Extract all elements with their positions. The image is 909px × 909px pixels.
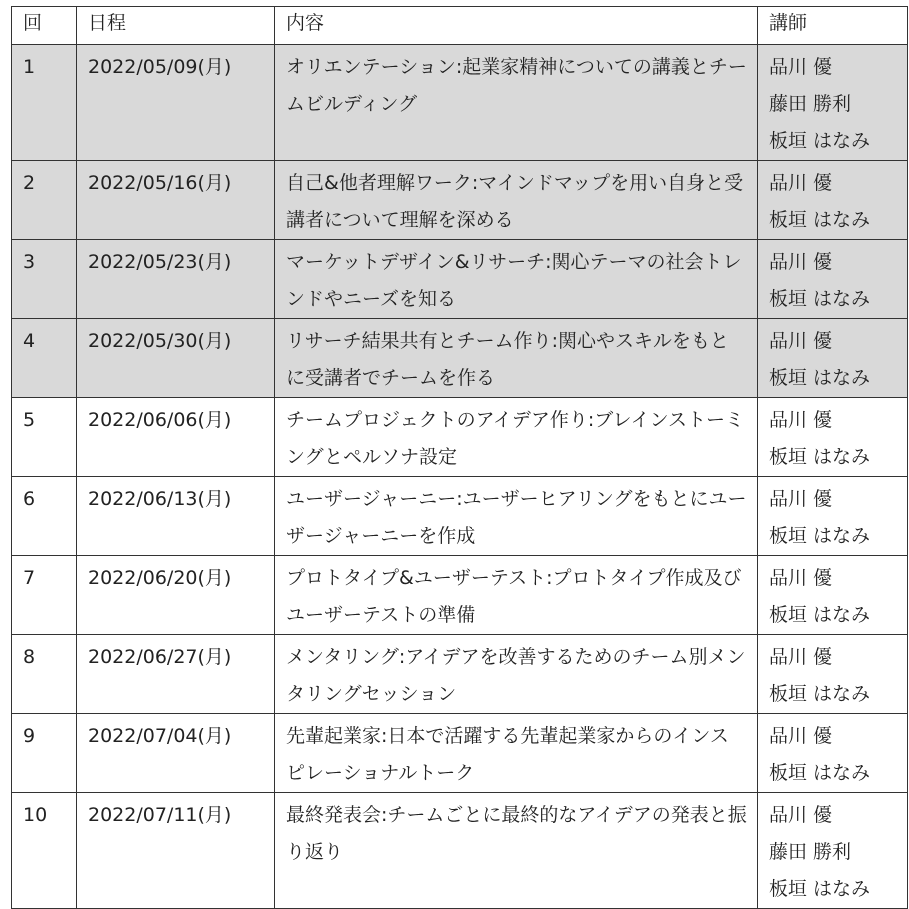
- instructor-name: 板垣 はなみ: [769, 446, 871, 468]
- session-content: プロトタイプ&ユーザーテスト:プロトタイプ作成及びユーザーテストの準備: [275, 556, 758, 635]
- session-date: 2022/05/23(月): [77, 240, 275, 319]
- instructor-name: 品川 優: [769, 725, 833, 747]
- header-content: 内容: [275, 7, 758, 45]
- instructor-name: 品川 優: [769, 251, 833, 273]
- session-number: 5: [12, 398, 77, 477]
- session-instructors: [758, 319, 908, 398]
- session-instructors: [758, 635, 908, 714]
- instructor-name: 品川 優: [769, 804, 833, 826]
- session-content: マーケットデザイン&リサーチ:関心テーマの社会トレンドやニーズを知る: [275, 240, 758, 319]
- session-date: 2022/06/20(月): [77, 556, 275, 635]
- session-instructors: [758, 793, 908, 909]
- instructor-name: 品川 優: [769, 409, 833, 431]
- schedule-table: [11, 6, 908, 909]
- session-instructors: [758, 556, 908, 635]
- session-instructors: [758, 714, 908, 793]
- instructor-name: 品川 優: [769, 330, 833, 352]
- instructor-name: 板垣 はなみ: [769, 367, 871, 389]
- session-number: 4: [12, 319, 77, 398]
- session-content: メンタリング:アイデアを改善するためのチーム別メンタリングセッション: [275, 635, 758, 714]
- instructor-name: 品川 優: [769, 488, 833, 510]
- header-row: [12, 7, 908, 45]
- instructor-name: 品川 優: [769, 567, 833, 589]
- session-content: オリエンテーション:起業家精神についての講義とチームビルディング: [275, 45, 758, 161]
- session-number: 7: [12, 556, 77, 635]
- table-row: [12, 398, 908, 477]
- instructor-name: 品川 優: [769, 56, 833, 78]
- session-number: 10: [12, 793, 77, 909]
- instructor-name: 藤田 勝利: [769, 93, 852, 115]
- session-number: 3: [12, 240, 77, 319]
- instructor-name: 板垣 はなみ: [769, 878, 871, 900]
- session-content: チームプロジェクトのアイデア作り:ブレインストーミングとペルソナ設定: [275, 398, 758, 477]
- session-date: 2022/05/09(月): [77, 45, 275, 161]
- table-row: [12, 635, 908, 714]
- instructor-name: 板垣 はなみ: [769, 209, 871, 231]
- table-row: [12, 240, 908, 319]
- header-number: 回: [12, 7, 77, 45]
- table-body: [12, 45, 908, 909]
- table-row: [12, 714, 908, 793]
- session-instructors: [758, 398, 908, 477]
- instructor-name: 品川 優: [769, 646, 833, 668]
- session-content: 自己&他者理解ワーク:マインドマップを用い自身と受講者について理解を深める: [275, 161, 758, 240]
- session-date: 2022/06/27(月): [77, 635, 275, 714]
- session-instructors: [758, 477, 908, 556]
- table-row: [12, 793, 908, 909]
- header-instructor: 講師: [758, 7, 908, 45]
- session-instructors: [758, 161, 908, 240]
- instructor-name: 藤田 勝利: [769, 841, 852, 863]
- session-date: 2022/05/30(月): [77, 319, 275, 398]
- table-row: [12, 556, 908, 635]
- session-number: 2: [12, 161, 77, 240]
- session-date: 2022/06/13(月): [77, 477, 275, 556]
- session-content: 最終発表会:チームごとに最終的なアイデアの発表と振り返り: [275, 793, 758, 909]
- session-date: 2022/05/16(月): [77, 161, 275, 240]
- session-number: 8: [12, 635, 77, 714]
- header-date: 日程: [77, 7, 275, 45]
- table-row: [12, 45, 908, 161]
- session-content: リサーチ結果共有とチーム作り:関心やスキルをもとに受講者でチームを作る: [275, 319, 758, 398]
- session-content: 先輩起業家:日本で活躍する先輩起業家からのインスピレーショナルトーク: [275, 714, 758, 793]
- instructor-name: 板垣 はなみ: [769, 288, 871, 310]
- instructor-name: 板垣 はなみ: [769, 683, 871, 705]
- instructor-name: 板垣 はなみ: [769, 762, 871, 784]
- table-header: [12, 7, 908, 45]
- instructor-name: 品川 優: [769, 172, 833, 194]
- table-row: [12, 161, 908, 240]
- instructor-name: 板垣 はなみ: [769, 130, 871, 152]
- table-row: [12, 319, 908, 398]
- session-date: 2022/07/04(月): [77, 714, 275, 793]
- session-instructors: [758, 45, 908, 161]
- session-number: 6: [12, 477, 77, 556]
- session-date: 2022/06/06(月): [77, 398, 275, 477]
- instructor-name: 板垣 はなみ: [769, 604, 871, 626]
- table-row: [12, 477, 908, 556]
- session-number: 1: [12, 45, 77, 161]
- session-instructors: [758, 240, 908, 319]
- session-number: 9: [12, 714, 77, 793]
- session-date: 2022/07/11(月): [77, 793, 275, 909]
- instructor-name: 板垣 はなみ: [769, 525, 871, 547]
- session-content: ユーザージャーニー:ユーザーヒアリングをもとにユーザージャーニーを作成: [275, 477, 758, 556]
